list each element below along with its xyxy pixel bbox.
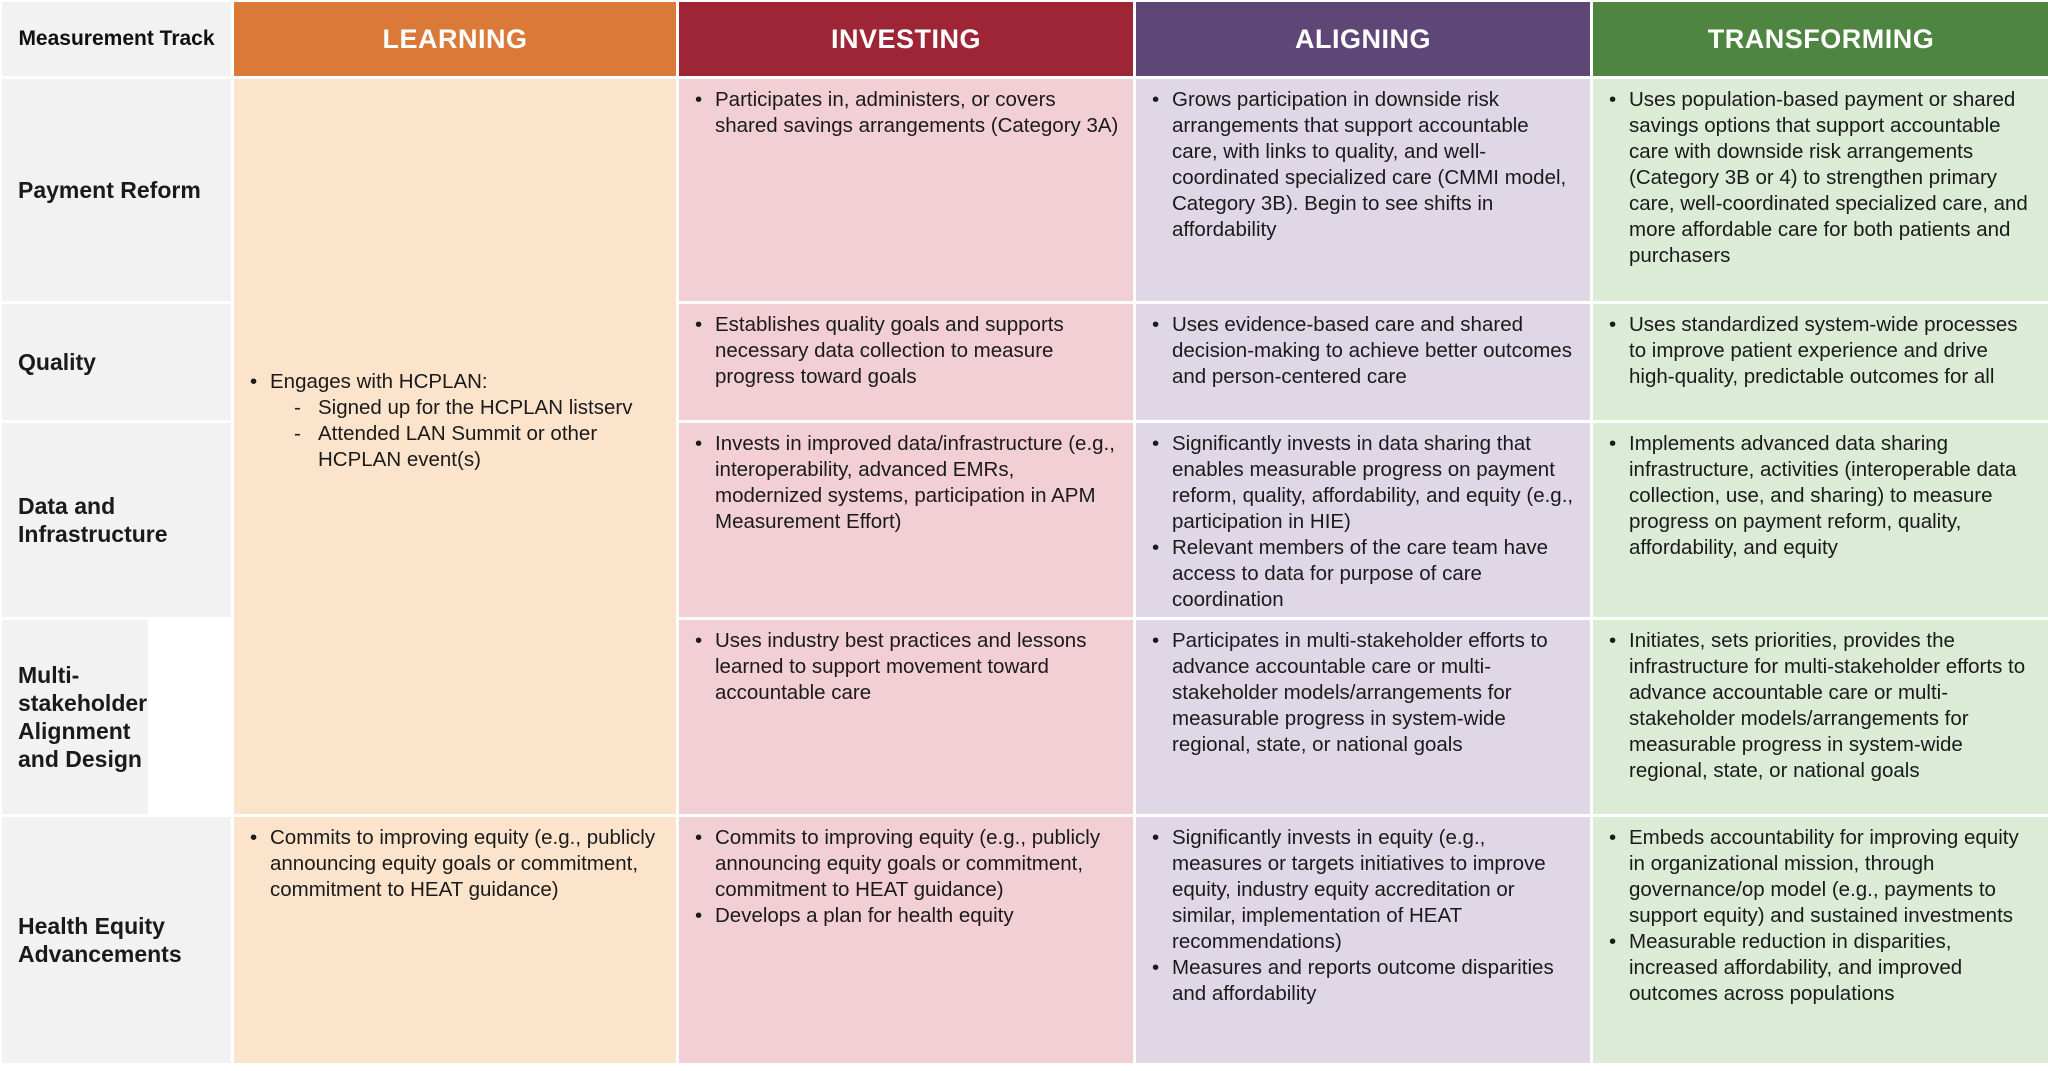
investing-cell (679, 423, 1133, 617)
bullet-item: • Significantly invests in data sharing that enables measurable progress on payment reform, quality, affordability, and equity (e.g., participation in HIE) (1172, 431, 1578, 535)
learning-bullet (270, 369, 664, 473)
bullet-item: • Uses industry best practices and lessons learned to support movement toward accountable care (715, 628, 1121, 706)
transforming-cell (1593, 620, 2048, 814)
learning-sub-item: - Attended LAN Summit or other HCPLAN event(s) (270, 421, 664, 473)
bullet-item: • Implements advanced data sharing infrastructure, activities (interoperable data collection, use, and sharing) to measure progress on payment reform, quality, affordability, and equity (1629, 431, 2037, 561)
track-label: Quality (2, 304, 231, 420)
learning-cell (234, 817, 676, 1063)
measurement-track-header: Measurement Track (2, 2, 231, 76)
bullet-item: • Embeds accountability for improving equity in organizational mission, through governance/op model (e.g., payments to support equity) and sustained investments (1629, 825, 2037, 929)
aligning-cell (1136, 423, 1590, 617)
aligning-cell (1136, 817, 1590, 1063)
track-label: Health Equity Advancements (2, 817, 231, 1063)
track-label: Multi-stakeholder Alignment and Design (2, 620, 148, 814)
bullet-item: • Initiates, sets priorities, provides the infrastructure for multi-stakeholder efforts to advance accountable care or multi-stakeholder models/arrangements for measurable progress in system-wide regional, state, or national goals (1629, 628, 2037, 784)
investing-cell (679, 817, 1133, 1063)
investing-cell (679, 620, 1133, 814)
bullet-item: • Significantly invests in equity (e.g., measures or targets initiatives to improve equity, industry equity accreditation or similar, implementation of HEAT recommendations) (1172, 825, 1578, 955)
transforming-cell (1593, 817, 2048, 1063)
investing-cell (679, 304, 1133, 420)
transforming-cell (1593, 79, 2048, 301)
bullet-item: • Measures and reports outcome disparities and affordability (1172, 955, 1578, 1007)
bullet-item: • Develops a plan for health equity (715, 903, 1121, 929)
column-header-aligning: ALIGNING (1136, 2, 1590, 76)
bullet-item: • Uses evidence-based care and shared decision-making to achieve better outcomes and person-centered care (1172, 312, 1578, 390)
bullet-item: • Uses standardized system-wide processes to improve patient experience and drive high-quality, predictable outcomes for all (1629, 312, 2037, 390)
bullet-item: • Measurable reduction in disparities, increased affordability, and improved outcomes across populations (1629, 929, 2037, 1007)
bullet-item: • Participates in, administers, or covers shared savings arrangements (Category 3A) (715, 87, 1121, 139)
bullet-item: • Commits to improving equity (e.g., publicly announcing equity goals or commitment, commitment to HEAT guidance) (715, 825, 1121, 903)
bullet-item: • Relevant members of the care team have access to data for purpose of care coordination (1172, 535, 1578, 613)
track-label: Payment Reform (2, 79, 231, 301)
bullet-item: • Invests in improved data/infrastructure (e.g., interoperability, advanced EMRs, modernized systems, participation in APM Measurement Effort) (715, 431, 1121, 535)
learning-sub-item: - Signed up for the HCPLAN listserv (270, 395, 664, 421)
bullet-text: Engages with HCPLAN: (270, 369, 488, 393)
column-header-investing: INVESTING (679, 2, 1133, 76)
aligning-cell (1136, 79, 1590, 301)
column-header-transforming: TRANSFORMING (1593, 2, 2048, 76)
column-header-learning: LEARNING (234, 2, 676, 76)
bullet-item: • Participates in multi-stakeholder efforts to advance accountable care or multi-stakeholder models/arrangements for measurable progress in system-wide regional, state, or national goals (1172, 628, 1578, 758)
bullet-item: • Commits to improving equity (e.g., publicly announcing equity goals or commitment, commitment to HEAT guidance) (270, 825, 664, 903)
transforming-cell (1593, 304, 2048, 420)
bullet-item: • Uses population-based payment or shared savings options that support accountable care with downside risk arrangements (Category 3B or 4) to strengthen primary care, well-coordinated specialized care, and more affordable care for both patients and purchasers (1629, 87, 2037, 269)
track-label: Data and Infrastructure (2, 423, 231, 617)
bullet-item: • Establishes quality goals and supports necessary data collection to measure progress toward goals (715, 312, 1121, 390)
aligning-cell (1136, 620, 1590, 814)
bullet-item: • Grows participation in downside risk arrangements that support accountable care, with links to quality, and well-coordinated specialized care (CMMI model, Category 3B). Begin to see shifts in affordability (1172, 87, 1578, 243)
aligning-cell (1136, 304, 1590, 420)
investing-cell (679, 79, 1133, 301)
transforming-cell (1593, 423, 2048, 617)
learning-shared-cell (234, 79, 676, 814)
